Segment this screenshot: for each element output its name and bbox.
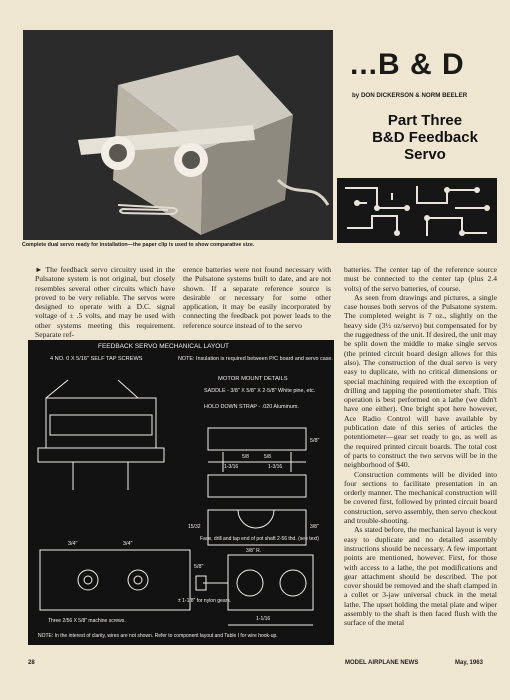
dimension-label: 5/8" [194,564,204,570]
article-column-3 [344,265,497,628]
article-column-1 [35,265,175,339]
note-clarity: NOTE: In the interest of clarity, wires are not shown. Refer to component layout and Table I for wire hook-up. [38,633,278,639]
label-strap: HOLD DOWN STRAP - .020 Aluminum. [204,404,299,410]
article-paragraph: As seen from drawings and pictures, a single case houses both servos of the Pulsatone system. The completed weight is 7 oz., slightly on the heavy side (3½ oz/servo) but compensated for by the ruggedness of the unit. If desired, the unit may be split down the middle to make single servos (the printed circuit board design allows for this also). The construction of the dual servo is very easy to duplicate, with no critical dimensions or special machining required with the exception of drilling and tapping the potentiometer shaft. This operation is best performed on a lathe (we didn't have one either). One bright spot here however, Ace Radio Control will have available by publication date of this series of articles the potentiometer—gear set ready to go, as well as the required printed circuit boards. The total cost of parts to construct the two servos will be in the neighborhood of $40. [344,292,497,470]
dimension-label: 5/8 [264,454,271,460]
article-paragraph: As stated before, the mechanical layout is very easy to duplicate and no detailed assembly instructions should be necessary. A few important points are mentioned, however. First, for those with access to a lathe, the pot modifications and gear attachment should be described. The pot cover should be removed and the shaft clamped in a collet or 3-jaw universal chuck in the metal lathe. The upset holding the metal plate and wiper assembly to the shaft is then faced flush with the surface of the metal [344,525,497,628]
servo-photo [23,30,333,240]
article-paragraph: Construction comments will be divided into four sections to facilitate presentation in an orderly manner. The mechanical construction will be covered first, followed by printed circuit board construction, servo assembly, then servo checkout and trouble-shooting. [344,469,497,526]
page-number: 28 [28,660,35,666]
article-paragraph: erence batteries were not found necessary with the Pulsatone systems built to date, and are not shown. If a separate reference source is desirable or necessary for some other application, it may be easily incorporated by connecting the feedback pot power leads to the reference source instead of to the servo [183,265,331,330]
article-column-2 [183,265,331,330]
servo-photo-image [23,30,333,240]
dimension-label: 3/8" R. [246,548,262,554]
circuit-board-image [337,178,497,243]
motor-mount-heading: MOTOR MOUNT DETAILS [218,376,288,382]
part-heading [350,112,500,163]
dimension-label: 15/32 [188,524,201,530]
circuit-board-pattern [337,178,497,243]
magazine-name: MODEL AIRPLANE NEWS [345,660,419,666]
dimension-label: 3/4" [68,541,78,547]
diagram-title: FEEDBACK SERVO MECHANICAL LAYOUT [98,343,229,350]
part-heading-line: Part Three [387,112,463,129]
byline: by DON DICKERSON & NORM BEELER [352,92,468,99]
label-machine-screws: Three 2/56 X 5/8" machine screws. [48,618,126,624]
dimension-label: 3/8" [310,524,319,530]
article-paragraph: batteries. The center tap of the reference source must be connected to the center tap (plus 2.4 volts) of the servo batteries, of course. [344,265,497,293]
label-saddle: SADDLE - 3/8" X 5/8" X 2-5/8" White pine, etc. [204,388,316,394]
issue-date: May, 1963 [455,660,483,666]
label-screws: 4 NO. 0 X 5/16" SELF TAP SCREWS [50,356,143,362]
mechanical-layout-drawing [28,340,334,645]
dimension-label: 5/8" [310,438,320,444]
article-title: ...B & D [350,48,465,81]
dimension-label: 1-1/16 [256,616,271,622]
dimension-label: 3/4" [123,541,133,547]
photo-caption: Complete dual servo ready for installation—the paper clip is used to show comparative size. [22,242,255,248]
dimension-label: 1-3/16 [224,464,239,470]
dimension-label: 1-3/16 [268,464,283,470]
part-heading-line: B&D Feedback [372,129,478,146]
dimension-label: 5/8 [242,454,249,460]
note-insulation: NOTE: Insulation is required between P/C board and servo case. [178,356,333,362]
mechanical-layout-diagram [28,340,334,645]
label-face-drill: Face, drill and tap end of pot shaft 2-56 thd. (see text) [200,536,319,542]
part-heading-line: Servo [404,146,446,163]
article-paragraph: ► The feedback servo circuitry used in the Pulsatone system is not original, but closely resembles several other circuits which have proved to be very reliable. The servos were designed to operate with a D.C. signal voltage of ± .5 volts, and may be used with other systems meeting this requirement. Separate ref- [35,265,175,340]
label-gear-diameter: ± 1-1/8" for nylon gears. [178,598,232,604]
